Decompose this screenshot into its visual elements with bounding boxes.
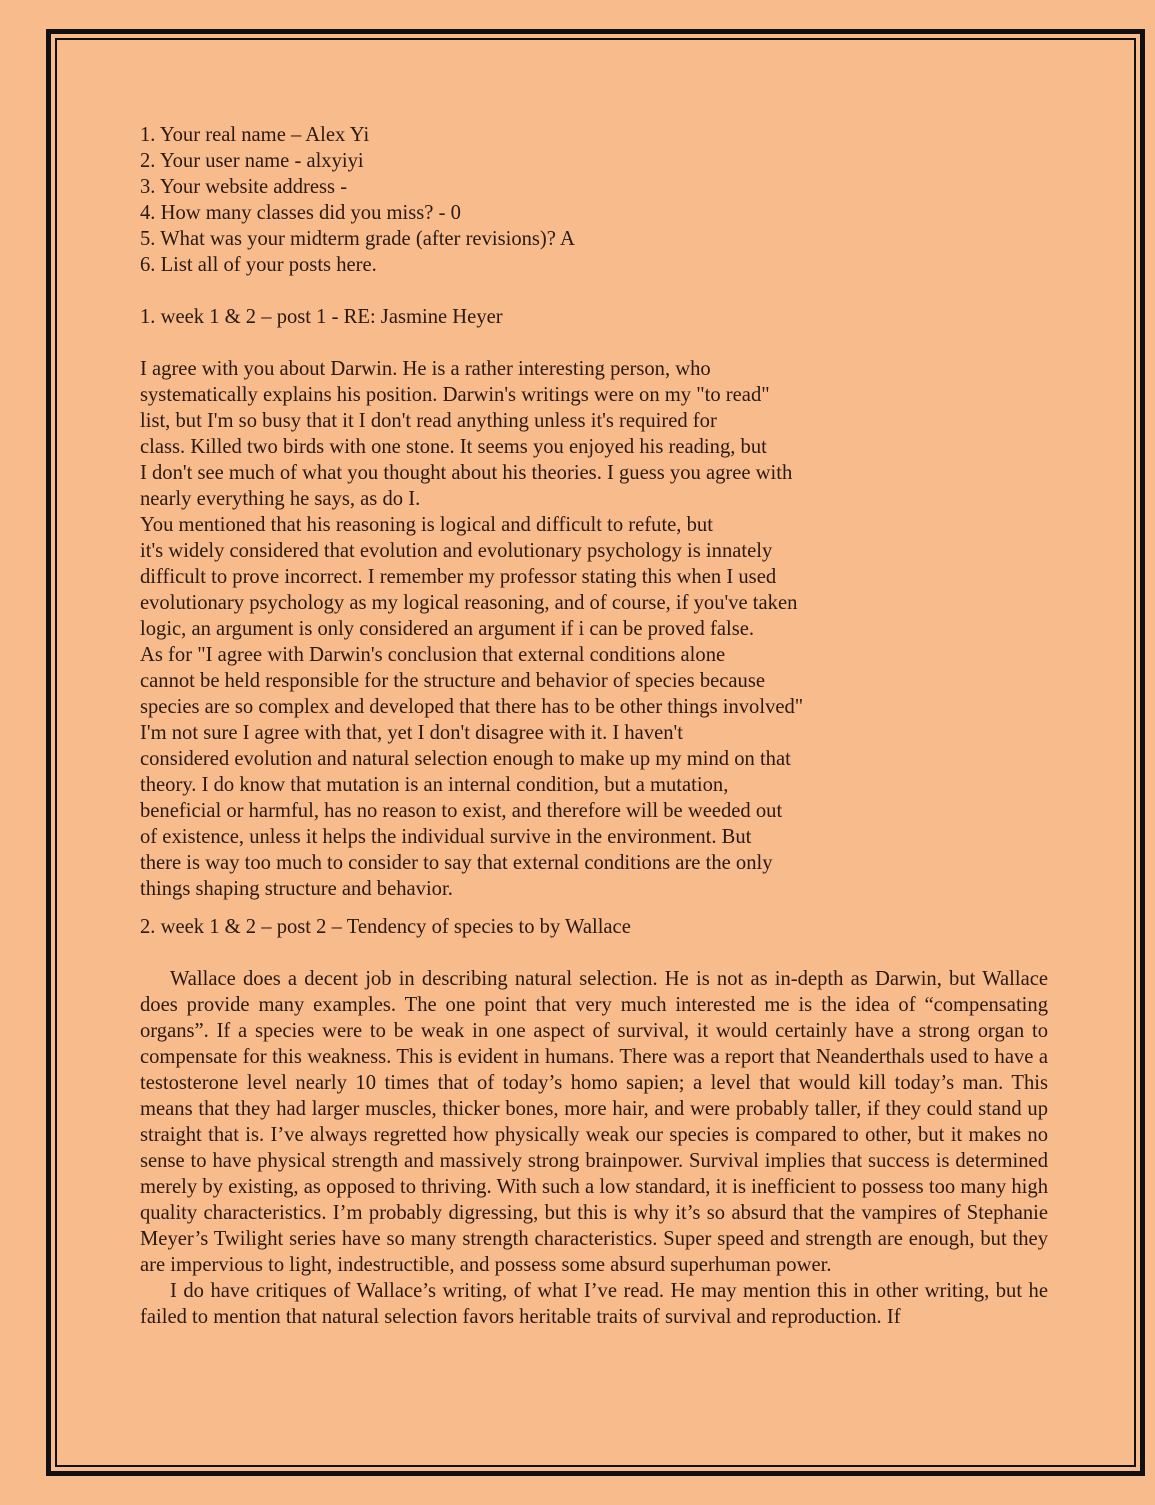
post1-line: You mentioned that his reasoning is logical and difficult to refute, but — [140, 514, 713, 536]
post1-line: class. Killed two birds with one stone. It seems you enjoyed his reading, but — [140, 436, 767, 458]
survey-midterm-grade: 5. What was your midterm grade (after revisions)? A — [140, 228, 575, 250]
survey-website: 3. Your website address - — [140, 176, 348, 198]
post1-body — [140, 356, 1060, 902]
post1-line: evolutionary psychology as my logical reasoning, and of course, if you've taken — [140, 592, 798, 614]
survey-classes-missed: 4. How many classes did you miss? - 0 — [140, 202, 461, 224]
post1-line: I don't see much of what you thought about his theories. I guess you agree with — [140, 462, 793, 484]
post1-heading: 1. week 1 & 2 – post 1 - RE: Jasmine Heyer — [140, 306, 503, 328]
survey-user-name: 2. Your user name - alxyiyi — [140, 150, 364, 172]
document-body — [140, 122, 1060, 1330]
post1-line: nearly everything he says, as do I. — [140, 488, 421, 510]
post1-line: of existence, unless it helps the individual survive in the environment. But — [140, 826, 752, 848]
post1-line: list, but I'm so busy that it I don't read anything unless it's required for — [140, 410, 717, 432]
post1-line: logic, an argument is only considered an argument if i can be proved false. — [140, 618, 755, 640]
survey-real-name: 1. Your real name – Alex Yi — [140, 124, 370, 146]
post1-line: difficult to prove incorrect. I remember my professor stating this when I used — [140, 566, 777, 588]
post1-line: cannot be held responsible for the structure and behavior of species because — [140, 670, 766, 692]
post1-line: there is way too much to consider to say that external conditions are the only — [140, 852, 773, 874]
spacer — [140, 330, 1060, 356]
post1-line: systematically explains his position. Darwin's writings were on my "to read" — [140, 384, 770, 406]
survey-list-posts: 6. List all of your posts here. — [140, 254, 377, 276]
post1-line: I agree with you about Darwin. He is a rather interesting person, who — [140, 358, 711, 380]
post2-paragraph: Wallace does a decent job in describing natural selection. He is not as in-depth as Darwin, but Wallace does provide many examples. The one point that very much interested me is the idea of “compensating organs”. If a species were to be weak in one aspect of survival, it would certainly have a strong organ to compensate for this weakness. This is evident in humans. There was a report that Neanderthals used to have a testosterone level nearly 10 times that of today’s homo sapien; a level that would kill today’s man. This means that they had larger muscles, thicker bones, more hair, and were probably taller, if they could stand up straight that is. I’ve always regretted how physically weak our species is compared to other, but it makes no sense to have physical strength and massively strong brainpower. Survival implies that success is determined merely by existing, as opposed to thriving. With such a low standard, it is inefficient to possess too many high quality characteristics. I’m probably digressing, but this is why it’s so absurd that the vampires of Stephanie Meyer’s Twilight series have so many strength characteristics. Super speed and strength are enough, but they are impervious to light, indestructible, and possess some absurd superhuman power. — [140, 968, 1048, 1276]
post1-line: beneficial or harmful, has no reason to exist, and therefore will be weeded out — [140, 800, 783, 822]
post1-line: considered evolution and natural selection enough to make up my mind on that — [140, 748, 791, 770]
post1-line: As for "I agree with Darwin's conclusion that external conditions alone — [140, 644, 726, 666]
post1-line: species are so complex and developed that there has to be other things involved" — [140, 696, 804, 718]
post1-line: things shaping structure and behavior. — [140, 878, 453, 900]
post2-paragraph: I do have critiques of Wallace’s writing, of what I’ve read. He may mention this in other writing, but he failed to mention that natural selection favors heritable traits of survival and reproduction. If — [140, 1280, 1048, 1328]
spacer — [140, 278, 1060, 304]
spacer — [140, 902, 1060, 914]
post1-line: it's widely considered that evolution and evolutionary psychology is innately — [140, 540, 773, 562]
post1-line: I'm not sure I agree with that, yet I don't disagree with it. I haven't — [140, 722, 683, 744]
post2-body — [140, 966, 1048, 1330]
post1-line: theory. I do know that mutation is an internal condition, but a mutation, — [140, 774, 729, 796]
spacer — [140, 940, 1060, 966]
post2-heading: 2. week 1 & 2 – post 2 – Tendency of species to by Wallace — [140, 916, 631, 938]
